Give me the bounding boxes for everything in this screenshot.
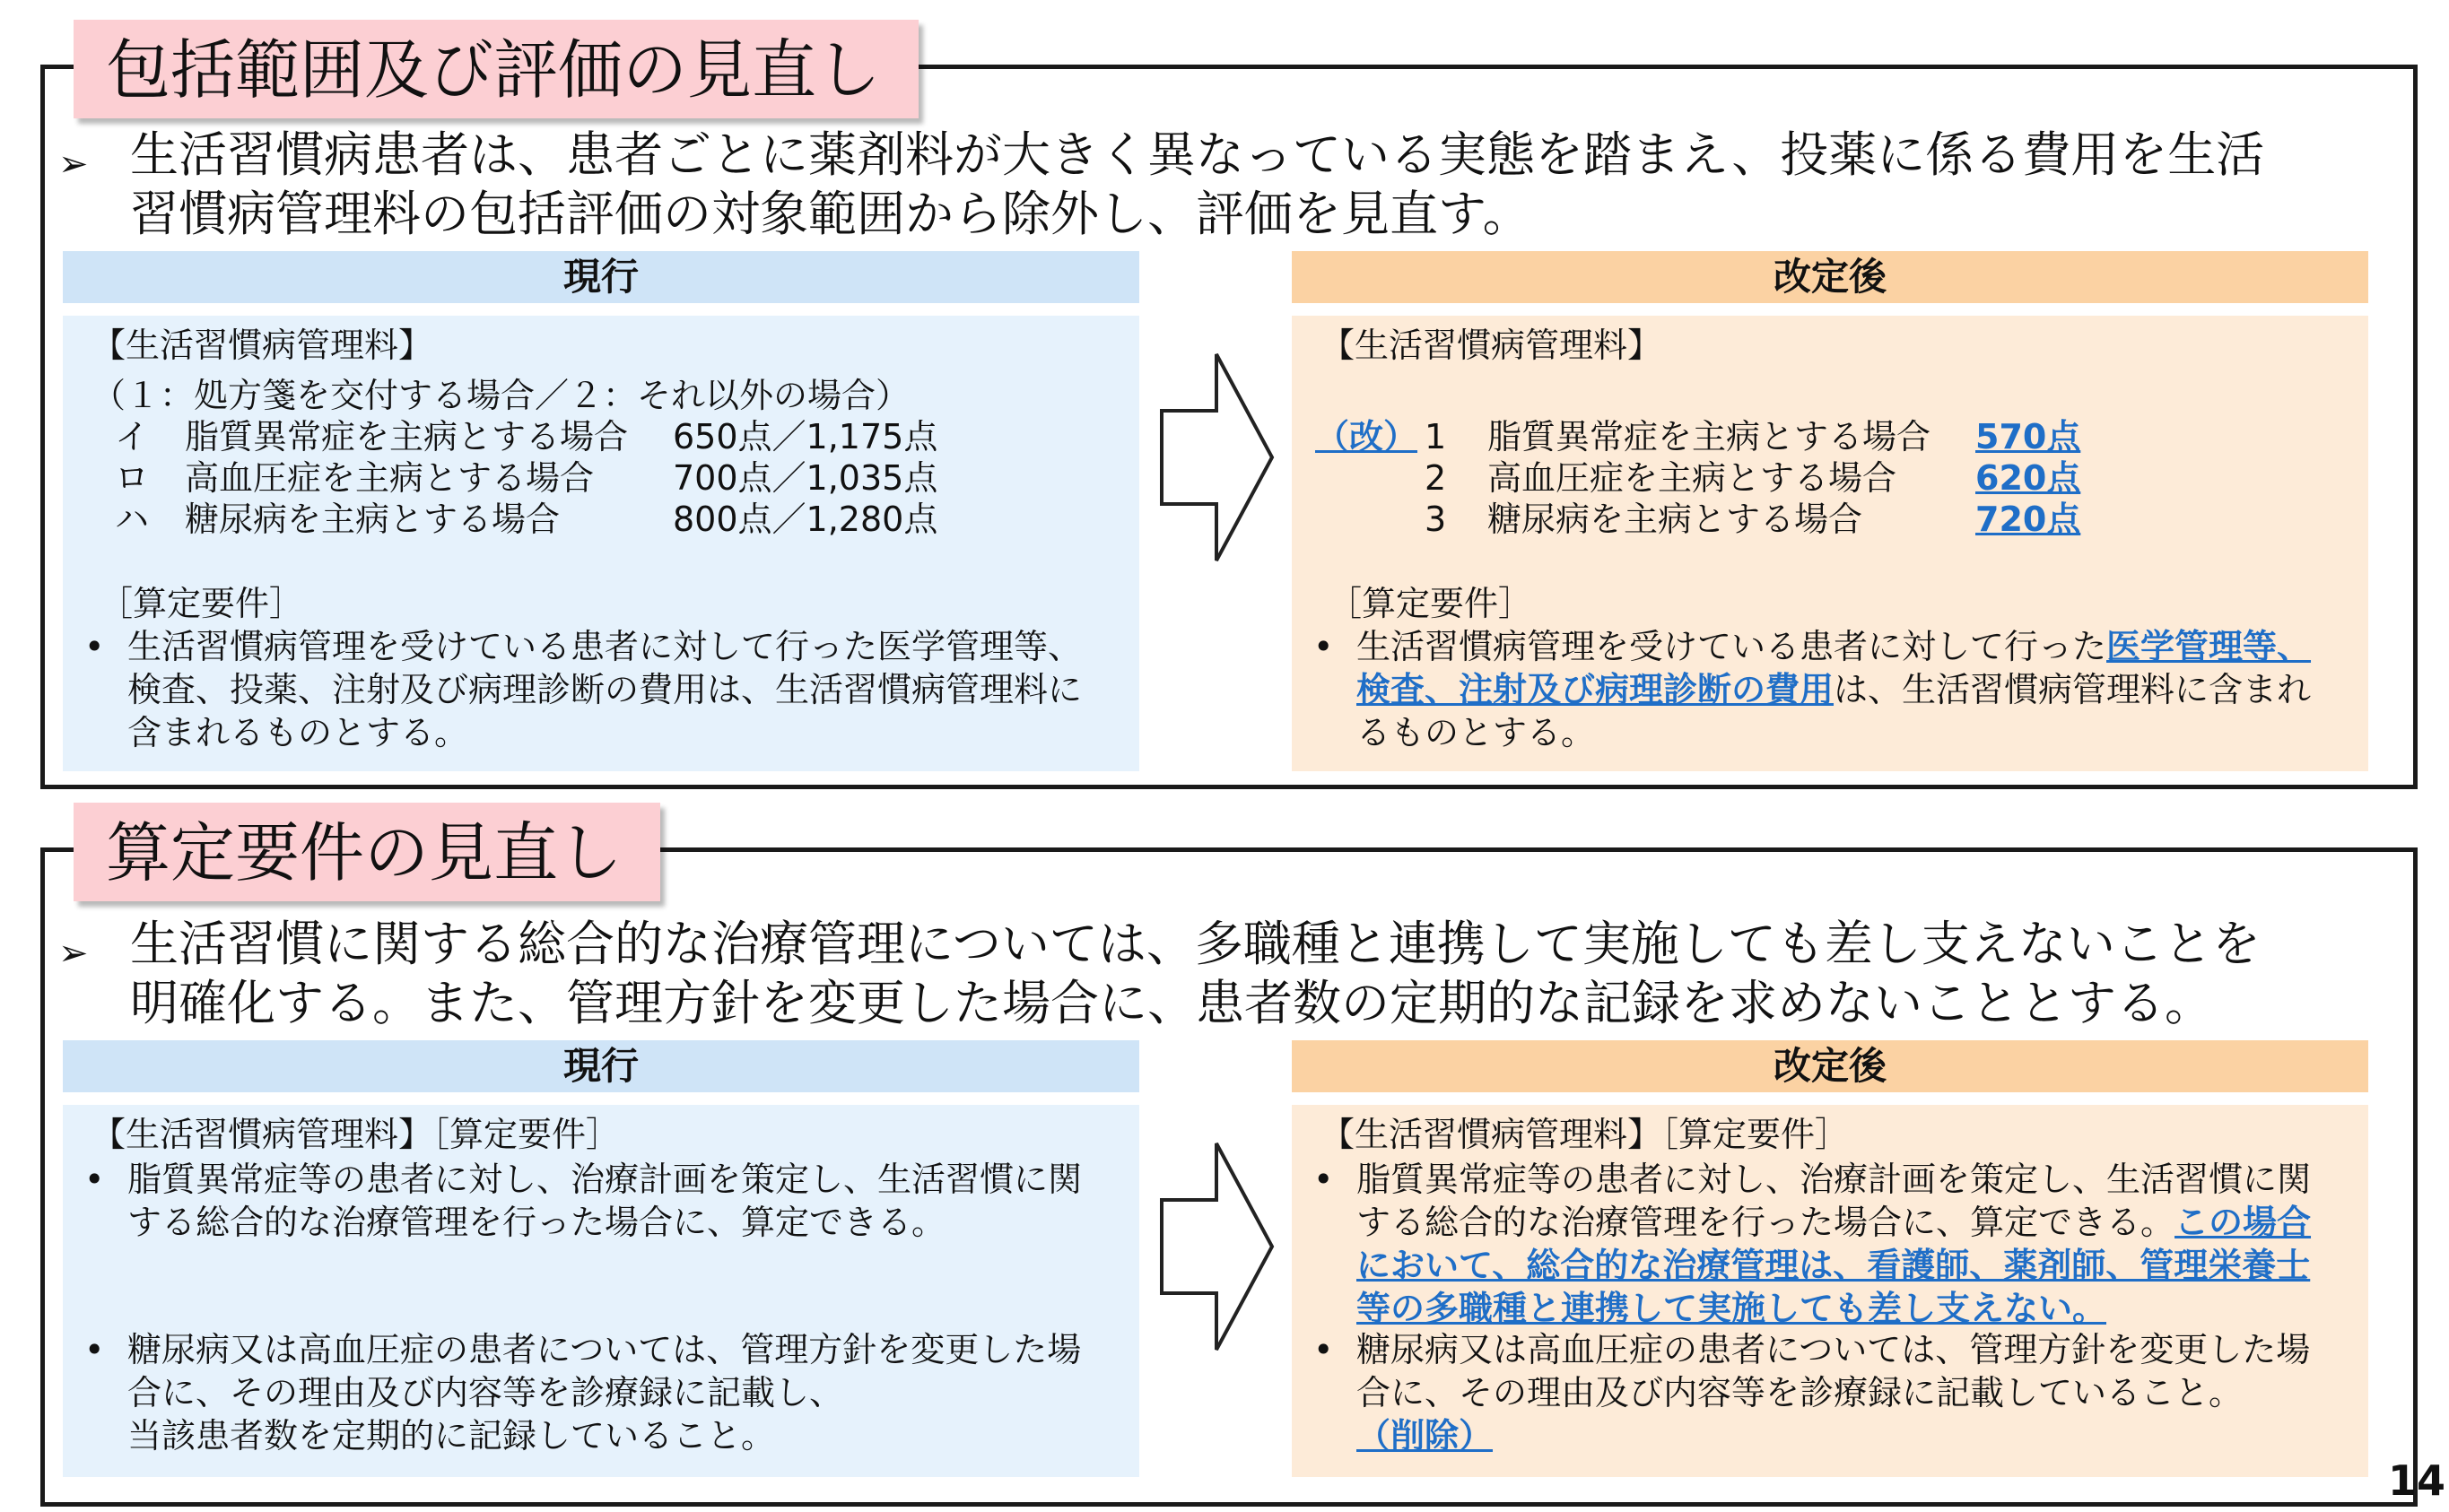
req-line: 糖尿病又は高血圧症の患者については、管理方針を変更した場 — [1356, 1330, 2311, 1369]
item-mark: ロ — [115, 458, 150, 498]
section2-current-header: 現行 — [63, 1040, 1139, 1092]
item-mark: 2 — [1425, 458, 1447, 498]
req-line: 合に、その理由及び内容等を診療録に記載していること。 — [1356, 1373, 2244, 1412]
item-points: 720点 — [1975, 500, 2081, 539]
section2-current-box — [63, 1105, 1139, 1477]
page-number: 14 — [2388, 1456, 2446, 1505]
bullet-dot: • — [1313, 1330, 1334, 1369]
req-line: 脂質異常症等の患者に対し、治療計画を策定し、生活習慣に関 — [127, 1160, 1083, 1199]
section1-intro-line1: 生活習慣病患者は、患者ごとに薬剤料が大きく異なっている実態を踏まえ、投薬に係る費用を生活 — [130, 126, 2265, 183]
section1-revised-header: 改定後 — [1292, 251, 2368, 303]
section2-revised-box — [1292, 1105, 2368, 1477]
deletion-mark: （削除） — [1356, 1416, 1494, 1456]
req-heading: ［算定要件］ — [99, 584, 304, 623]
bullet-dot: • — [84, 1330, 105, 1369]
section2-title: 算定要件の見直し — [74, 803, 660, 901]
section2-revised-header: 改定後 — [1292, 1040, 2368, 1092]
item-points: 570点 — [1975, 417, 2081, 456]
section1-revised-box — [1292, 316, 2368, 771]
item-label: 糖尿病を主病とする場合 — [185, 500, 561, 539]
req-text: する総合的な治療管理を行った場合に、算定できる。 — [1356, 1203, 2175, 1242]
req-highlight: 医学管理等、 — [2106, 627, 2312, 666]
item-label: 糖尿病を主病とする場合 — [1487, 500, 1863, 539]
req-highlight: この場合 — [2174, 1203, 2312, 1242]
section1-current-box — [63, 316, 1139, 771]
req-highlight: において、総合的な治療管理は、看護師、薬剤師、管理栄養士 — [1356, 1246, 2311, 1285]
req-line — [1356, 626, 2311, 668]
req-highlight: 検査、注射及び病理診断の費用 — [1356, 670, 1835, 709]
item-points: 700点／1,035点 — [673, 458, 938, 498]
arrow-bullet-icon: ➢ — [58, 933, 89, 974]
req-line: 含まれるものとする。 — [127, 713, 469, 752]
req-line: るものとする。 — [1356, 713, 1596, 752]
req-text: 生活習慣病管理を受けている患者に対して行った — [1356, 627, 2107, 666]
right-arrow-icon — [1157, 350, 1278, 565]
req-text: は、生活習慣病管理料に含まれ — [1834, 670, 2312, 709]
item-label: 脂質異常症を主病とする場合 — [185, 417, 629, 456]
revised-heading: 【生活習慣病管理料】 — [1320, 326, 1662, 365]
item-label: 高血圧症を主病とする場合 — [1487, 458, 1897, 498]
section2-intro-line1: 生活習慣に関する総合的な治療管理については、多職種と連携して実施しても差し支えないことを — [130, 916, 2261, 972]
req-line: 当該患者数を定期的に記録していること。 — [127, 1416, 776, 1456]
req-line: 合に、その理由及び内容等を診療録に記載し、 — [127, 1373, 844, 1412]
section1-intro — [58, 126, 2391, 251]
revision-mark: （改） — [1315, 417, 1418, 456]
req-line: する総合的な治療管理を行った場合に、算定できる。 — [127, 1203, 946, 1242]
item-mark: 1 — [1425, 417, 1447, 456]
section2-intro-line2: 明確化する。また、管理方針を変更した場合に、患者数の定期的な記録を求めないこととする。 — [130, 975, 2213, 1031]
req-line: 脂質異常症等の患者に対し、治療計画を策定し、生活習慣に関 — [1356, 1160, 2312, 1199]
current-heading: 【生活習慣病管理料】 — [92, 326, 433, 365]
current-heading: 【生活習慣病管理料】［算定要件］ — [92, 1115, 621, 1154]
item-points: 620点 — [1975, 458, 2081, 498]
section2-intro — [58, 915, 2391, 1040]
bullet-dot: • — [84, 1160, 105, 1199]
req-highlight: 等の多職種と連携して実施しても差し支えない。 — [1356, 1289, 2107, 1328]
bullet-dot: • — [1313, 627, 1334, 666]
item-mark: イ — [115, 417, 150, 456]
revised-heading: 【生活習慣病管理料】［算定要件］ — [1320, 1115, 1850, 1154]
item-points: 800点／1,280点 — [673, 500, 938, 539]
section1-current-header: 現行 — [63, 251, 1139, 303]
section1-intro-line2: 習慣病管理料の包括評価の対象範囲から除外し、評価を見直す。 — [130, 186, 1531, 242]
req-line — [1356, 1202, 2311, 1244]
item-mark: 3 — [1425, 500, 1447, 539]
arrow-bullet-icon: ➢ — [58, 143, 89, 185]
section1-title: 包括範囲及び評価の見直し — [74, 20, 919, 118]
item-label: 脂質異常症を主病とする場合 — [1487, 417, 1931, 456]
req-line: 生活習慣病管理を受けている患者に対して行った医学管理等、 — [127, 627, 1083, 666]
right-arrow-icon — [1157, 1139, 1278, 1354]
bullet-dot: • — [84, 627, 105, 666]
req-line — [1356, 669, 2311, 711]
req-line: 検査、投薬、注射及び病理診断の費用は、生活習慣病管理料に — [127, 670, 1083, 709]
item-label: 高血圧症を主病とする場合 — [185, 458, 595, 498]
current-sub: （１：処方箋を交付する場合／２：それ以外の場合） — [92, 376, 911, 415]
req-heading: ［算定要件］ — [1328, 584, 1533, 623]
bullet-dot: • — [1313, 1160, 1334, 1199]
item-mark: ハ — [115, 500, 150, 539]
item-points: 650点／1,175点 — [673, 417, 938, 456]
req-line: 糖尿病又は高血圧症の患者については、管理方針を変更した場 — [127, 1330, 1082, 1369]
